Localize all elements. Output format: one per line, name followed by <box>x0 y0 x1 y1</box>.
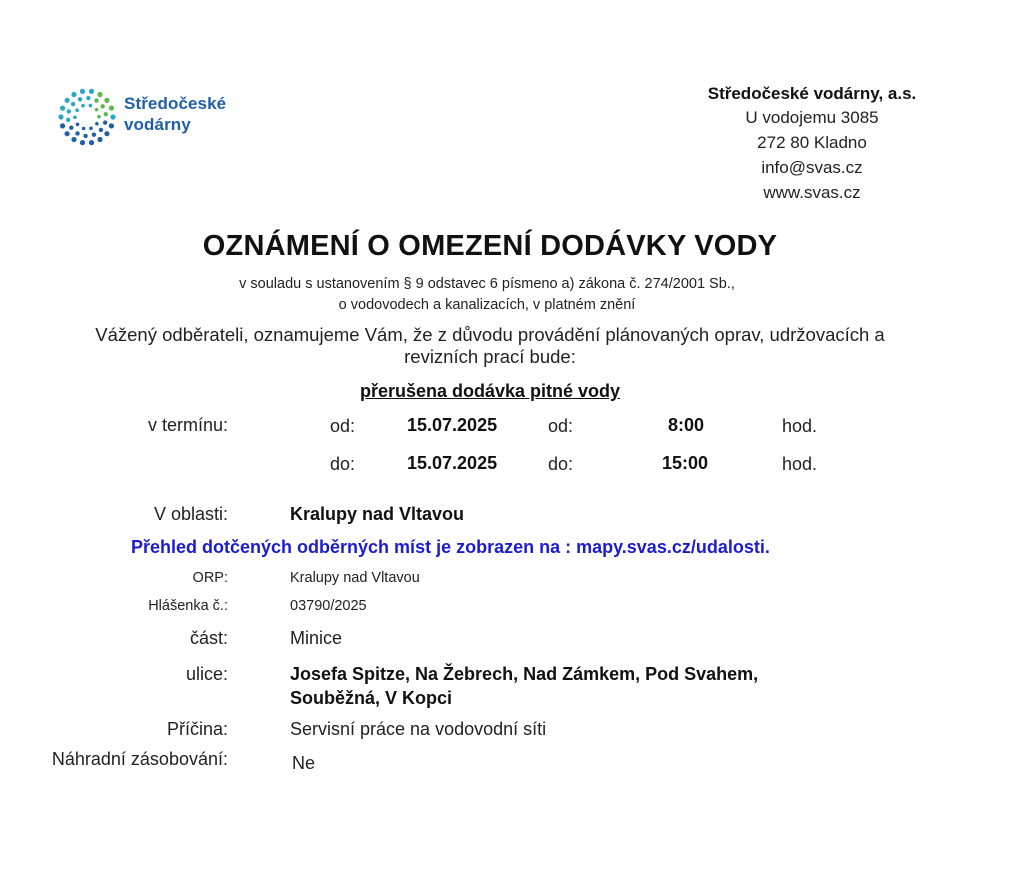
to-time: 15:00 <box>662 453 709 473</box>
interruption-headline: přerušena dodávka pitné vody <box>359 381 621 401</box>
company-web[interactable]: www.svas.cz <box>763 183 861 202</box>
term-label: v termínu: <box>147 415 228 435</box>
logo-text-line2: vodárny <box>124 115 191 134</box>
streets-value-line2: Souběžná, V Kopci <box>290 688 453 708</box>
map-notice-link[interactable]: Přehled dotčených odběrných míst je zobrazen na : mapy.svas.cz/udalosti. <box>131 537 770 557</box>
to-time-label: do: <box>548 454 574 474</box>
logo-text-line1: Středočeské <box>124 94 227 113</box>
company-name: Středočeské vodárny, a.s. <box>707 84 917 103</box>
from-date: 15.07.2025 <box>407 415 498 435</box>
supply-label: Náhradní zásobování: <box>51 749 228 769</box>
streets-value-line1: Josefa Spitze, Na Žebrech, Nad Zámkem, Pod Svahem, <box>290 664 759 684</box>
cause-value: Servisní práce na vodovodní síti <box>290 719 547 739</box>
from-time-label: od: <box>548 416 574 436</box>
legal-line-2: o vodovodech a kanalizacích, v platném znění <box>338 297 636 313</box>
logo-dots-icon <box>56 86 118 148</box>
from-time-unit: hod. <box>782 416 818 436</box>
to-date: 15.07.2025 <box>407 453 498 473</box>
streets-label: ulice: <box>185 664 228 684</box>
cause-label: Příčina: <box>166 719 228 739</box>
area-label: V oblasti: <box>153 504 228 524</box>
notice-title: OZNÁMENÍ O OMEZENÍ DODÁVKY VODY <box>202 230 778 262</box>
supply-value: Ne <box>292 753 316 773</box>
report-value: 03790/2025 <box>290 598 367 614</box>
intro-line-1: Vážený odběrateli, oznamujeme Vám, že z důvodu provádění plánovaných oprav, udržovacích a <box>95 324 885 345</box>
orp-value: Kralupy nad Vltavou <box>290 570 420 586</box>
legal-line-1: v souladu s ustanovením § 9 odstavec 6 písmeno a) zákona č. 274/2001 Sb., <box>239 276 735 292</box>
from-date-label: od: <box>330 416 356 436</box>
orp-label: ORP: <box>192 570 228 586</box>
intro-line-2: revizních prací bude: <box>404 346 576 367</box>
company-street: U vodojemu 3085 <box>745 108 879 127</box>
company-city: 272 80 Kladno <box>757 133 867 152</box>
from-time: 8:00 <box>668 415 705 435</box>
to-time-unit: hod. <box>782 454 818 474</box>
part-value: Minice <box>290 628 343 648</box>
part-label: část: <box>189 628 228 648</box>
company-logo <box>56 86 246 148</box>
report-label: Hlášenka č.: <box>148 598 228 614</box>
area-value: Kralupy nad Vltavou <box>290 504 465 524</box>
to-date-label: do: <box>330 454 356 474</box>
company-email[interactable]: info@svas.cz <box>761 158 863 177</box>
